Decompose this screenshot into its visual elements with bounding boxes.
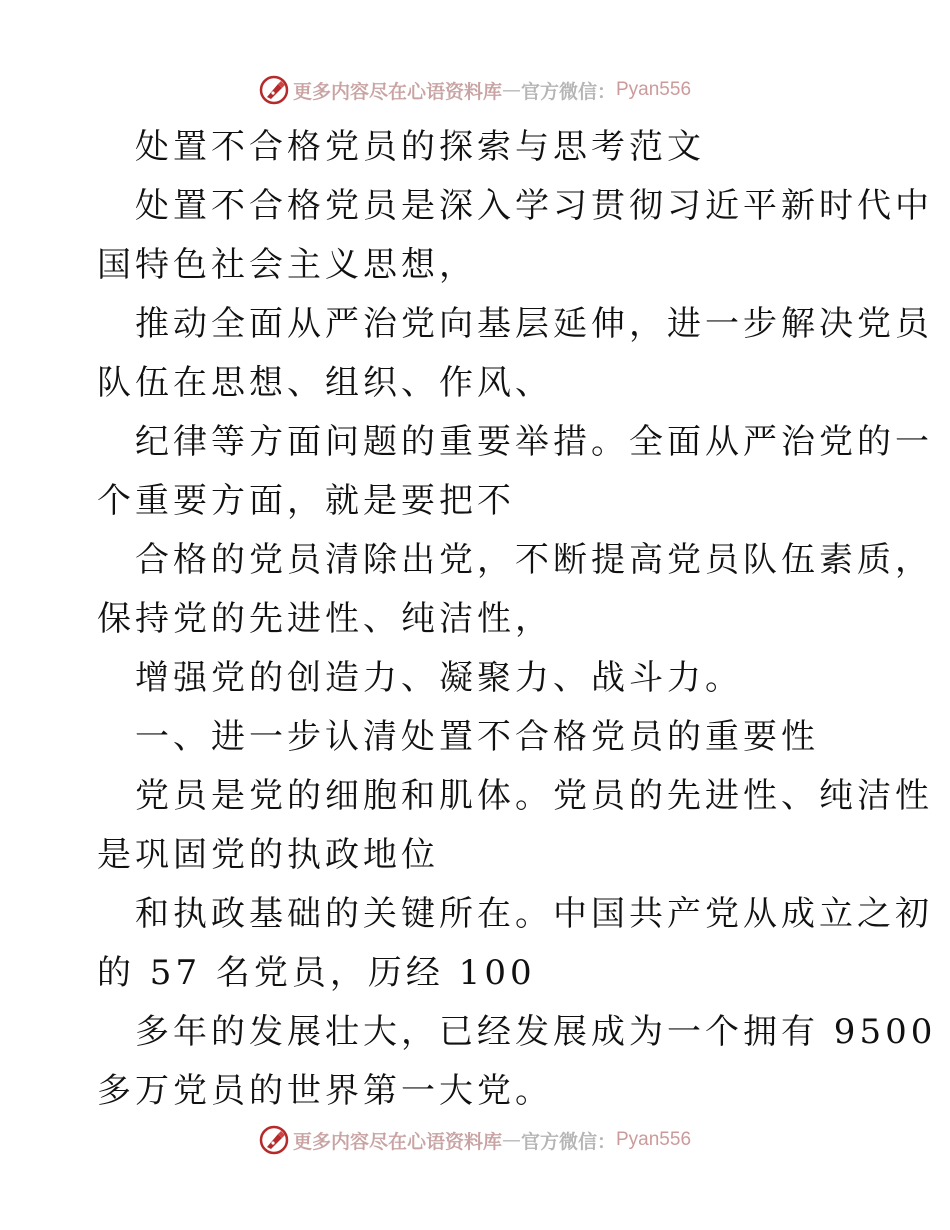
text-line: 合格的党员清除出党，不断提高党员队伍素质， xyxy=(135,540,933,580)
watermark-dash: — xyxy=(501,79,521,101)
text-line: 纪律等方面问题的重要举措。全面从严治党的一 xyxy=(135,422,933,462)
watermark-dash: — xyxy=(501,1129,521,1151)
section-heading: 一、进一步认清处置不合格党员的重要性 xyxy=(135,717,819,757)
text-line: 多万党员的世界第一大党。 xyxy=(97,1071,553,1111)
text-line: 个重要方面，就是要把不 xyxy=(97,481,515,521)
watermark-main-text: 更多内容尽在心语资料库 xyxy=(292,1130,502,1153)
watermark-main-text: 更多内容尽在心语资料库 xyxy=(292,80,502,103)
document-body xyxy=(97,118,937,1121)
footer-watermark-banner xyxy=(0,1120,950,1160)
text-line: 保持党的先进性、纯洁性， xyxy=(97,599,553,639)
header-watermark-banner xyxy=(0,70,950,110)
text-line: 是巩固党的执政地位 xyxy=(97,835,439,875)
watermark-wechat-id: Pyan556 xyxy=(616,79,692,100)
text-line: 和执政基础的关键所在。中国共产党从成立之初 xyxy=(135,894,933,934)
watermark-wechat-label: 官方微信： xyxy=(520,80,616,103)
text-line: 处置不合格党员是深入学习贯彻习近平新时代中 xyxy=(135,186,933,226)
text-line: 队伍在思想、组织、作风、 xyxy=(97,363,553,403)
watermark-wechat-label: 官方微信： xyxy=(520,1130,616,1153)
text-line: 多年的发展壮大，已经发展成为一个拥有 9500 xyxy=(135,1012,937,1052)
pen-nib-logo-icon xyxy=(259,1125,289,1155)
text-line: 增强党的创造力、凝聚力、战斗力。 xyxy=(135,658,743,698)
text-line: 推动全面从严治党向基层延伸，进一步解决党员 xyxy=(135,304,933,344)
text-line: 的 57 名党员，历经 100 xyxy=(97,953,536,993)
document-title: 处置不合格党员的探索与思考范文 xyxy=(135,127,705,167)
watermark-wechat-id: Pyan556 xyxy=(616,1129,692,1150)
pen-nib-logo-icon xyxy=(259,75,289,105)
text-line: 国特色社会主义思想， xyxy=(97,245,477,285)
text-line: 党员是党的细胞和肌体。党员的先进性、纯洁性 xyxy=(135,776,933,816)
